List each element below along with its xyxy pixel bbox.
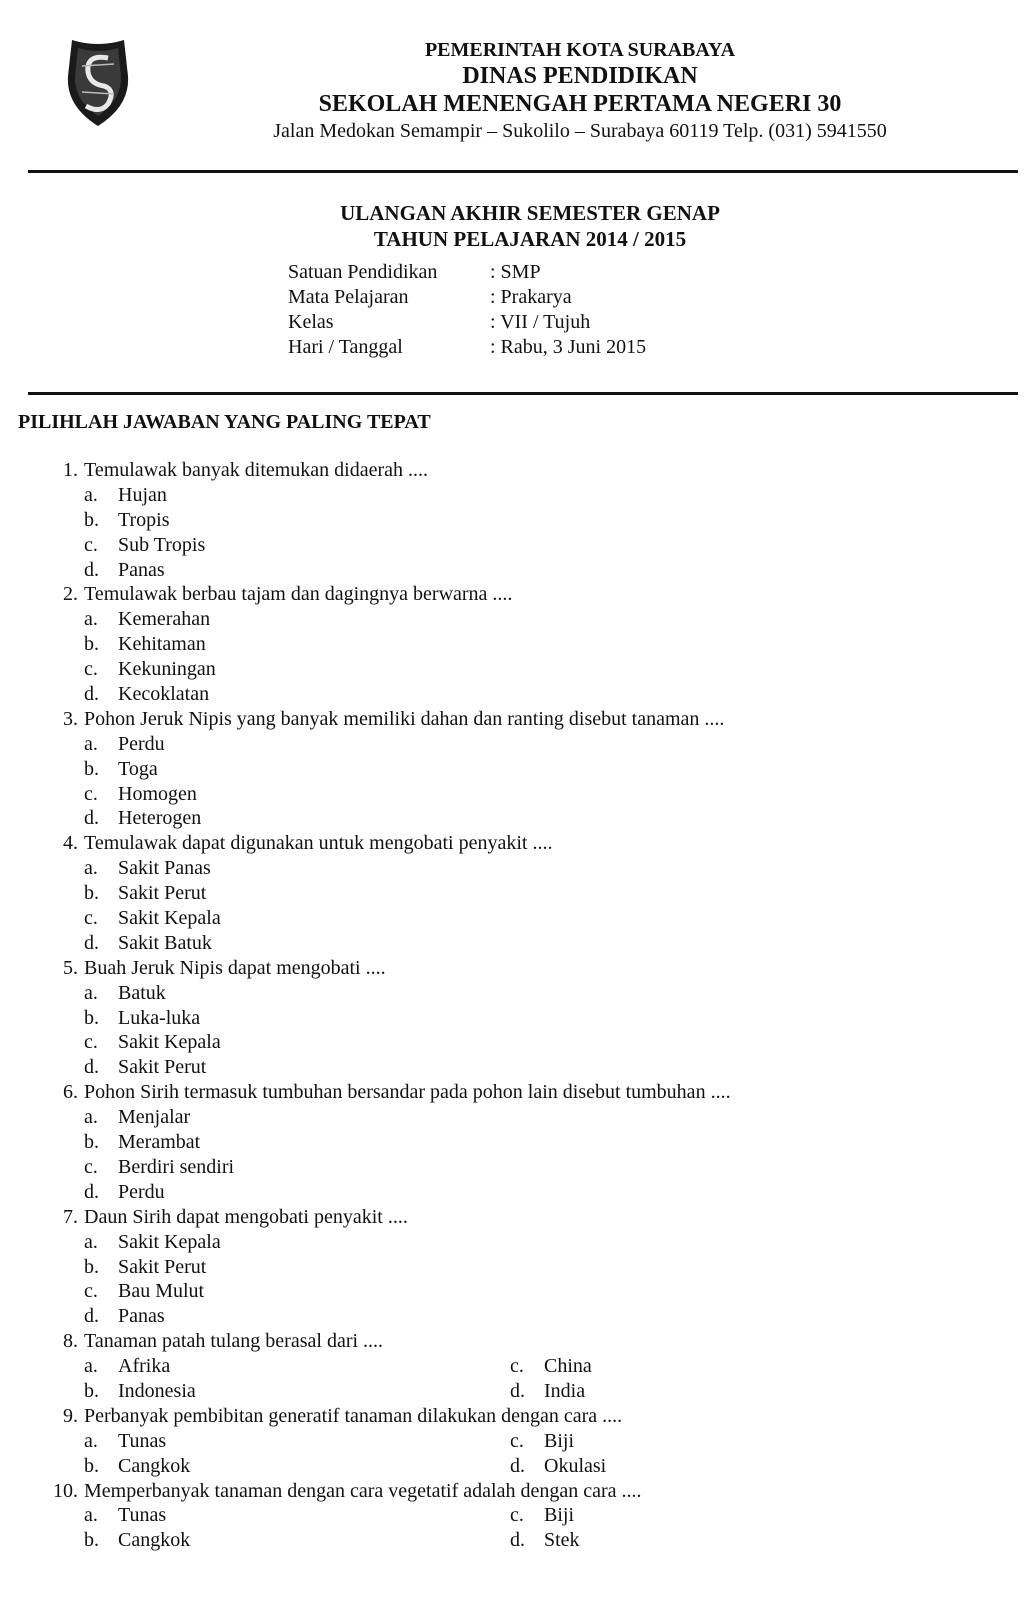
option-letter: d. <box>84 683 99 706</box>
option-pair <box>40 1379 1000 1404</box>
question-number: 8. <box>63 1330 78 1353</box>
question-number: 4. <box>63 832 78 855</box>
option-text: Sub Tropis <box>118 533 206 556</box>
option <box>40 931 1000 956</box>
option-letter: d. <box>84 931 99 954</box>
school-address: Jalan Medokan Semampir – Sukolilo – Surabaya 60119 Telp. (031) 5941550 <box>273 120 887 142</box>
option-letter: a. <box>84 1504 98 1527</box>
option-letter: b. <box>84 1529 99 1552</box>
option-letter: a. <box>84 981 98 1004</box>
question-text: Daun Sirih dapat mengobati penyakit .... <box>84 1205 408 1228</box>
option-letter: b. <box>84 1379 99 1402</box>
question-number: 3. <box>63 707 78 730</box>
option <box>40 806 1000 831</box>
question <box>40 1479 1000 1504</box>
question-text: Temulawak berbau tajam dan dagingnya berwarna .... <box>84 583 513 606</box>
question <box>40 956 1000 981</box>
option-text: Biji <box>544 1429 575 1452</box>
question-number: 7. <box>63 1205 78 1228</box>
option <box>40 1130 1000 1155</box>
option <box>40 1304 1000 1329</box>
option-letter: c. <box>84 782 98 805</box>
info-value: : Rabu, 3 Juni 2015 <box>490 336 647 358</box>
school-name: SEKOLAH MENENGAH PERTAMA NEGERI 30 <box>318 91 842 117</box>
option-letter: b. <box>84 882 99 905</box>
option-text: Sakit Perut <box>118 1255 207 1278</box>
option-text: Batuk <box>118 981 166 1004</box>
option <box>40 906 1000 931</box>
question <box>40 458 1000 483</box>
info-value: : Prakarya <box>490 286 572 308</box>
option-text: Sakit Kepala <box>118 1031 221 1054</box>
school-emblem-logo <box>64 36 132 128</box>
option-text: China <box>544 1355 592 1378</box>
question <box>40 1329 1000 1354</box>
option-letter: a. <box>84 608 98 631</box>
option-text: India <box>544 1379 586 1402</box>
info-row <box>288 310 646 335</box>
exam-info <box>288 260 646 360</box>
question-number: 9. <box>63 1404 78 1427</box>
letterhead <box>200 38 960 144</box>
option <box>40 732 1000 757</box>
question-text: Temulawak dapat digunakan untuk mengobati penyakit .... <box>84 832 553 855</box>
option <box>40 1255 1000 1280</box>
option <box>40 757 1000 782</box>
question <box>40 1404 1000 1429</box>
info-row <box>288 260 646 285</box>
question <box>40 1205 1000 1230</box>
option-text: Perdu <box>118 1180 165 1203</box>
option-text: Biji <box>544 1504 575 1527</box>
option-text: Cangkok <box>118 1454 191 1477</box>
option-pair <box>40 1354 1000 1379</box>
option-text: Merambat <box>118 1131 201 1154</box>
option-text: Hujan <box>118 483 167 506</box>
option <box>40 508 1000 533</box>
option-text: Afrika <box>118 1355 171 1378</box>
option-text: Sakit Perut <box>118 1056 207 1079</box>
option-text: Heterogen <box>118 807 202 830</box>
option-text: Sakit Batuk <box>118 931 212 954</box>
question-text: Perbanyak pembibitan generatif tanaman dilakukan dengan cara .... <box>84 1404 623 1427</box>
option-text: Cangkok <box>118 1529 191 1552</box>
option-letter: d. <box>510 1529 525 1552</box>
question-number: 5. <box>63 956 78 979</box>
option-letter: c. <box>84 533 98 556</box>
option-pair <box>40 1429 1000 1454</box>
option-letter: d. <box>510 1454 525 1477</box>
question <box>40 831 1000 856</box>
option <box>40 1279 1000 1304</box>
option-letter: d. <box>84 558 99 581</box>
option-letter: a. <box>84 1429 98 1452</box>
option <box>40 981 1000 1006</box>
option-letter: b. <box>84 1454 99 1477</box>
option <box>40 1006 1000 1031</box>
option <box>40 533 1000 558</box>
option-letter: b. <box>84 757 99 780</box>
option-pair <box>40 1528 1000 1553</box>
option-text: Indonesia <box>118 1379 196 1402</box>
option-text: Kemerahan <box>118 608 211 631</box>
question <box>40 582 1000 607</box>
option-text: Panas <box>118 1305 165 1328</box>
info-label: Hari / Tanggal <box>288 336 403 358</box>
option <box>40 1230 1000 1255</box>
option-letter: a. <box>84 1355 98 1378</box>
option <box>40 856 1000 881</box>
info-value: : VII / Tujuh <box>490 311 591 333</box>
option-text: Homogen <box>118 782 197 805</box>
option-text: Bau Mulut <box>118 1280 205 1303</box>
option-letter: d. <box>84 1305 99 1328</box>
info-label: Kelas <box>288 311 334 333</box>
option-text: Berdiri sendiri <box>118 1155 235 1178</box>
question-text: Tanaman patah tulang berasal dari .... <box>84 1330 384 1353</box>
option <box>40 682 1000 707</box>
option <box>40 632 1000 657</box>
option <box>40 558 1000 583</box>
option-letter: d. <box>510 1379 525 1402</box>
question <box>40 1080 1000 1105</box>
option-text: Stek <box>544 1529 580 1552</box>
option <box>40 1030 1000 1055</box>
option-letter: c. <box>510 1504 524 1527</box>
question-list <box>40 458 1000 1553</box>
government-name: PEMERINTAH KOTA SURABAYA <box>424 39 736 61</box>
question-number: 1. <box>63 459 78 481</box>
question-text: Buah Jeruk Nipis dapat mengobati .... <box>84 956 386 979</box>
question-text: Pohon Sirih termasuk tumbuhan bersandar pada pohon lain disebut tumbuhan .... <box>84 1081 731 1104</box>
question-number: 10. <box>53 1479 78 1502</box>
exam-title-block <box>240 200 820 252</box>
question-number: 6. <box>63 1081 78 1104</box>
option-text: Luka-luka <box>118 1006 201 1029</box>
header-divider <box>28 170 1018 173</box>
option <box>40 782 1000 807</box>
option <box>40 881 1000 906</box>
option-pair <box>40 1503 1000 1528</box>
info-row <box>288 335 646 360</box>
option-text: Kehitaman <box>118 633 206 656</box>
info-label: Mata Pelajaran <box>288 286 409 308</box>
option-letter: d. <box>84 1056 99 1079</box>
option <box>40 483 1000 508</box>
instruction: PILIHLAH JAWABAN YANG PALING TEPAT <box>18 411 431 433</box>
option-letter: c. <box>84 1155 98 1178</box>
option-text: Kekuningan <box>118 658 216 681</box>
option-letter: a. <box>84 483 98 506</box>
info-divider <box>28 392 1018 395</box>
question-text: Pohon Jeruk Nipis yang banyak memiliki dahan dan ranting disebut tanaman .... <box>84 707 725 730</box>
question <box>40 707 1000 732</box>
option-text: Toga <box>118 757 158 780</box>
option <box>40 1180 1000 1205</box>
option-letter: b. <box>84 1131 99 1154</box>
option-text: Tunas <box>118 1504 167 1527</box>
option <box>40 1055 1000 1080</box>
option-letter: a. <box>84 732 98 755</box>
option-letter: b. <box>84 633 99 656</box>
option-letter: c. <box>84 1280 98 1303</box>
option-letter: d. <box>84 807 99 830</box>
option-letter: d. <box>84 1180 99 1203</box>
option-letter: b. <box>84 1006 99 1029</box>
question-number: 2. <box>63 583 78 606</box>
exam-title: ULANGAN AKHIR SEMESTER GENAP <box>340 201 720 225</box>
option-text: Panas <box>118 558 165 581</box>
info-row <box>288 285 646 310</box>
option <box>40 1105 1000 1130</box>
option-text: Menjalar <box>118 1106 191 1129</box>
option-text: Sakit Kepala <box>118 1230 221 1253</box>
option <box>40 607 1000 632</box>
option-letter: c. <box>510 1355 524 1378</box>
option-letter: b. <box>84 508 99 531</box>
option-letter: a. <box>84 1230 98 1253</box>
option-text: Tropis <box>118 508 170 531</box>
option-letter: a. <box>84 1106 98 1129</box>
exam-year: TAHUN PELAJARAN 2014 / 2015 <box>373 227 687 251</box>
option-letter: b. <box>84 1255 99 1278</box>
department-name: DINAS PENDIDIKAN <box>462 63 698 89</box>
option-text: Sakit Perut <box>118 882 207 905</box>
option-letter: c. <box>510 1429 524 1452</box>
option-pair <box>40 1454 1000 1479</box>
option-letter: c. <box>84 907 98 930</box>
info-label: Satuan Pendidikan <box>288 261 438 283</box>
option-letter: c. <box>84 658 98 681</box>
option-text: Sakit Kepala <box>118 907 221 930</box>
question-text: Temulawak banyak ditemukan didaerah .... <box>84 459 429 481</box>
question-text: Memperbanyak tanaman dengan cara vegetatif adalah dengan cara .... <box>84 1479 642 1502</box>
option-letter: c. <box>84 1031 98 1054</box>
option-text: Sakit Panas <box>118 857 211 880</box>
option-text: Tunas <box>118 1429 167 1452</box>
info-value: : SMP <box>490 261 541 283</box>
option <box>40 1155 1000 1180</box>
option-text: Perdu <box>118 732 165 755</box>
option-text: Kecoklatan <box>118 683 210 706</box>
option-letter: a. <box>84 857 98 880</box>
option-text: Okulasi <box>544 1454 607 1477</box>
option <box>40 657 1000 682</box>
